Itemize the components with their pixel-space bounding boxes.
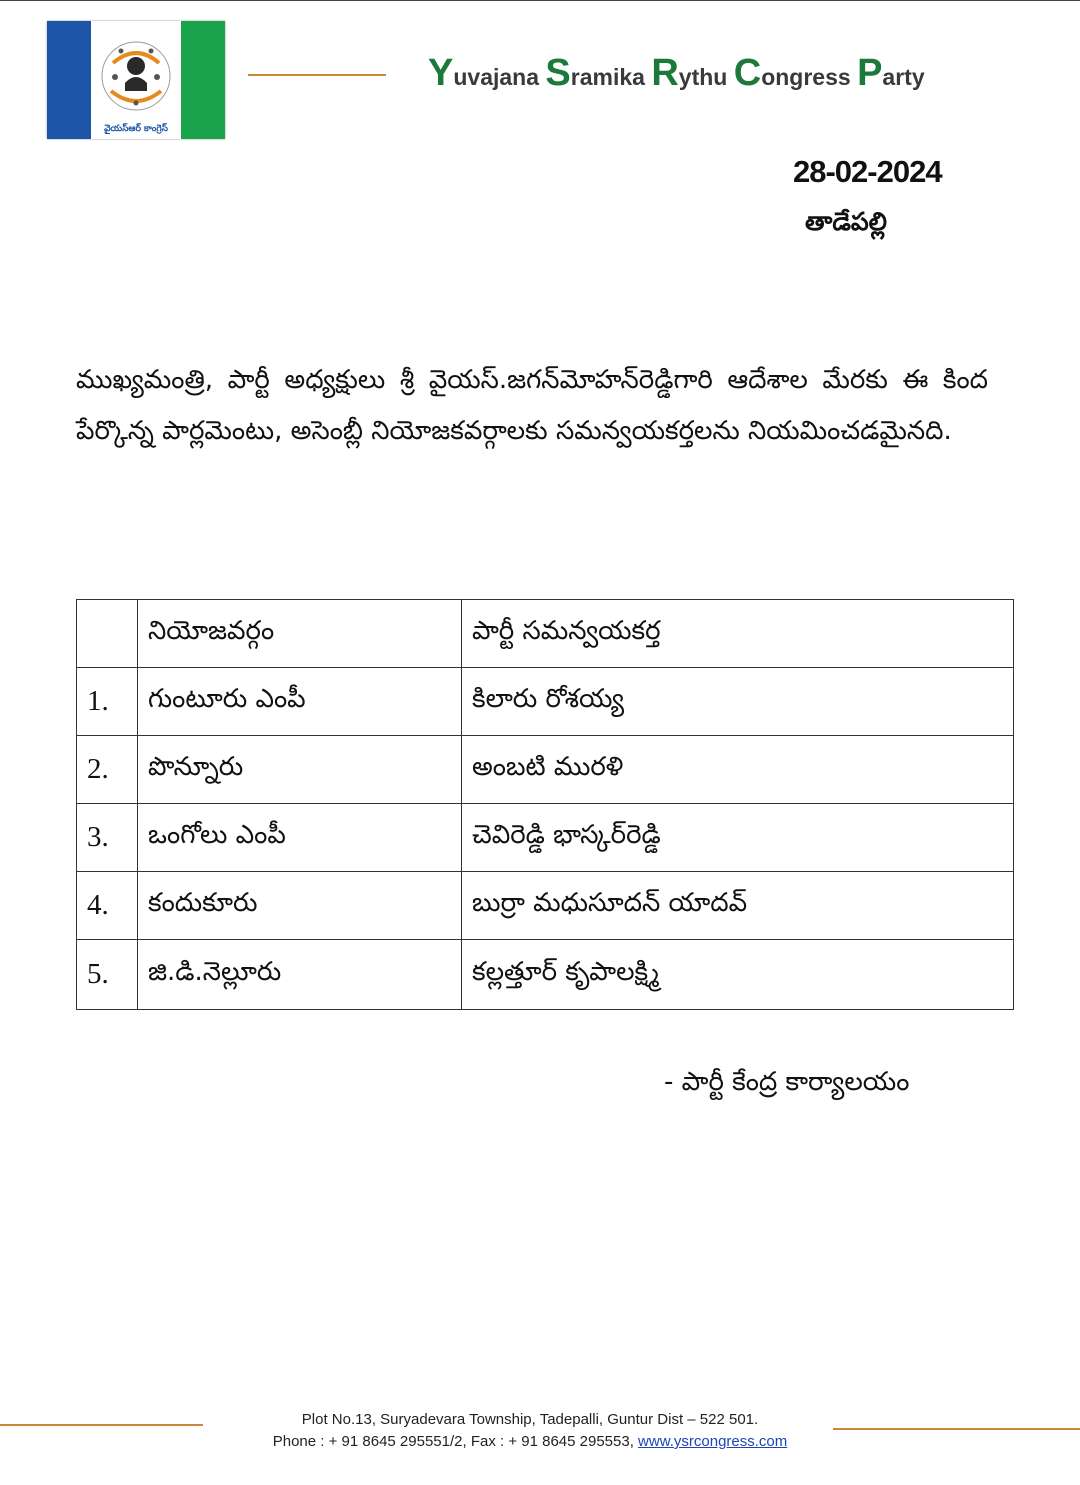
table-row [77,668,1014,736]
party-name-initial: R [651,52,679,94]
footer-accent-line-left [0,1424,203,1426]
row-number: 5. [77,940,138,1010]
party-name-word: ongress [761,64,858,90]
party-name-word: uvajana [453,64,546,90]
party-name-initial: Y [428,52,454,94]
website-link[interactable]: www.ysrcongress.com [638,1433,788,1450]
party-name-word: arty [882,64,925,90]
row-coordinator: కిలారు రోశయ్య [462,668,1014,736]
top-border [0,0,1080,1]
footer-accent-line-right [833,1428,1080,1430]
signature-line: - పార్టీ కేంద్ర కార్యాలయం [664,1067,910,1097]
footer-phone-fax: Phone : + 91 8645 295551/2, Fax : + 91 8645 295553, [272,1433,639,1450]
row-coordinator: చెవిరెడ్డి భాస్కర్‌రెడ్డి [462,804,1014,872]
party-logo [47,21,225,139]
footer-address: Plot No.13, Suryadevara Township, Tadepalli, Guntur Dist – 522 501. [301,1411,759,1428]
logo-center [91,21,181,139]
footer [230,1409,830,1453]
table-header-constituency: నియోజవర్గం [138,600,462,668]
table-row [77,872,1014,940]
row-constituency: కందుకూరు [138,872,462,940]
coordinator-table [76,599,1014,1010]
logo-green-band [181,21,225,139]
party-name-word: ythu [678,64,734,90]
row-number: 4. [77,872,138,940]
row-number: 2. [77,736,138,804]
footer-contact [230,1431,830,1453]
announcement-paragraph: ముఖ్యమంత్రి, పార్టీ అధ్యక్షులు శ్రీ వైయస్.జగన్‌మోహన్‌రెడ్డిగారి ఆదేశాల మేరకు ఈ కింద పేర్కొన్న పార్లమెంటు, అసెంబ్లీ నియోజకవర్గాలకు సమన్వయకర్తలను నియమించడమైనది. [76,365,988,446]
party-name-initial: C [733,52,762,94]
party-name-initial: S [545,52,571,94]
row-constituency: పొన్నూరు [138,736,462,804]
document-date: 28-02-2024 [793,154,942,189]
header-accent-line [248,74,386,76]
table-row [77,940,1014,1010]
row-constituency: ఒంగోలు ఎంపీ [138,804,462,872]
table-header-coordinator: పార్టీ సమన్వయకర్త [462,600,1014,668]
row-constituency: జి.డి.నెల్లూరు [138,940,462,1010]
row-coordinator: కల్లత్తూర్ కృపాలక్ష్మి [462,940,1014,1010]
row-coordinator: అంబటి మురళి [462,736,1014,804]
portrait-emblem-icon [91,21,181,139]
table-row [77,804,1014,872]
logo-blue-band [47,21,91,139]
document-place: తాడేపల్లి [805,207,887,236]
table-header-number [77,600,138,668]
row-number: 3. [77,804,138,872]
row-coordinator: బుర్రా మధుసూదన్ యాదవ్ [462,872,1014,940]
party-name-word: ramika [570,64,652,90]
row-number: 1. [77,668,138,736]
party-name [428,52,925,95]
logo-caption: వైయస్ఆర్ కాంగ్రెస్ [104,124,168,134]
table-row [77,736,1014,804]
table-header-row [77,600,1014,668]
party-name-initial: P [857,52,883,94]
row-constituency: గుంటూరు ఎంపీ [138,668,462,736]
